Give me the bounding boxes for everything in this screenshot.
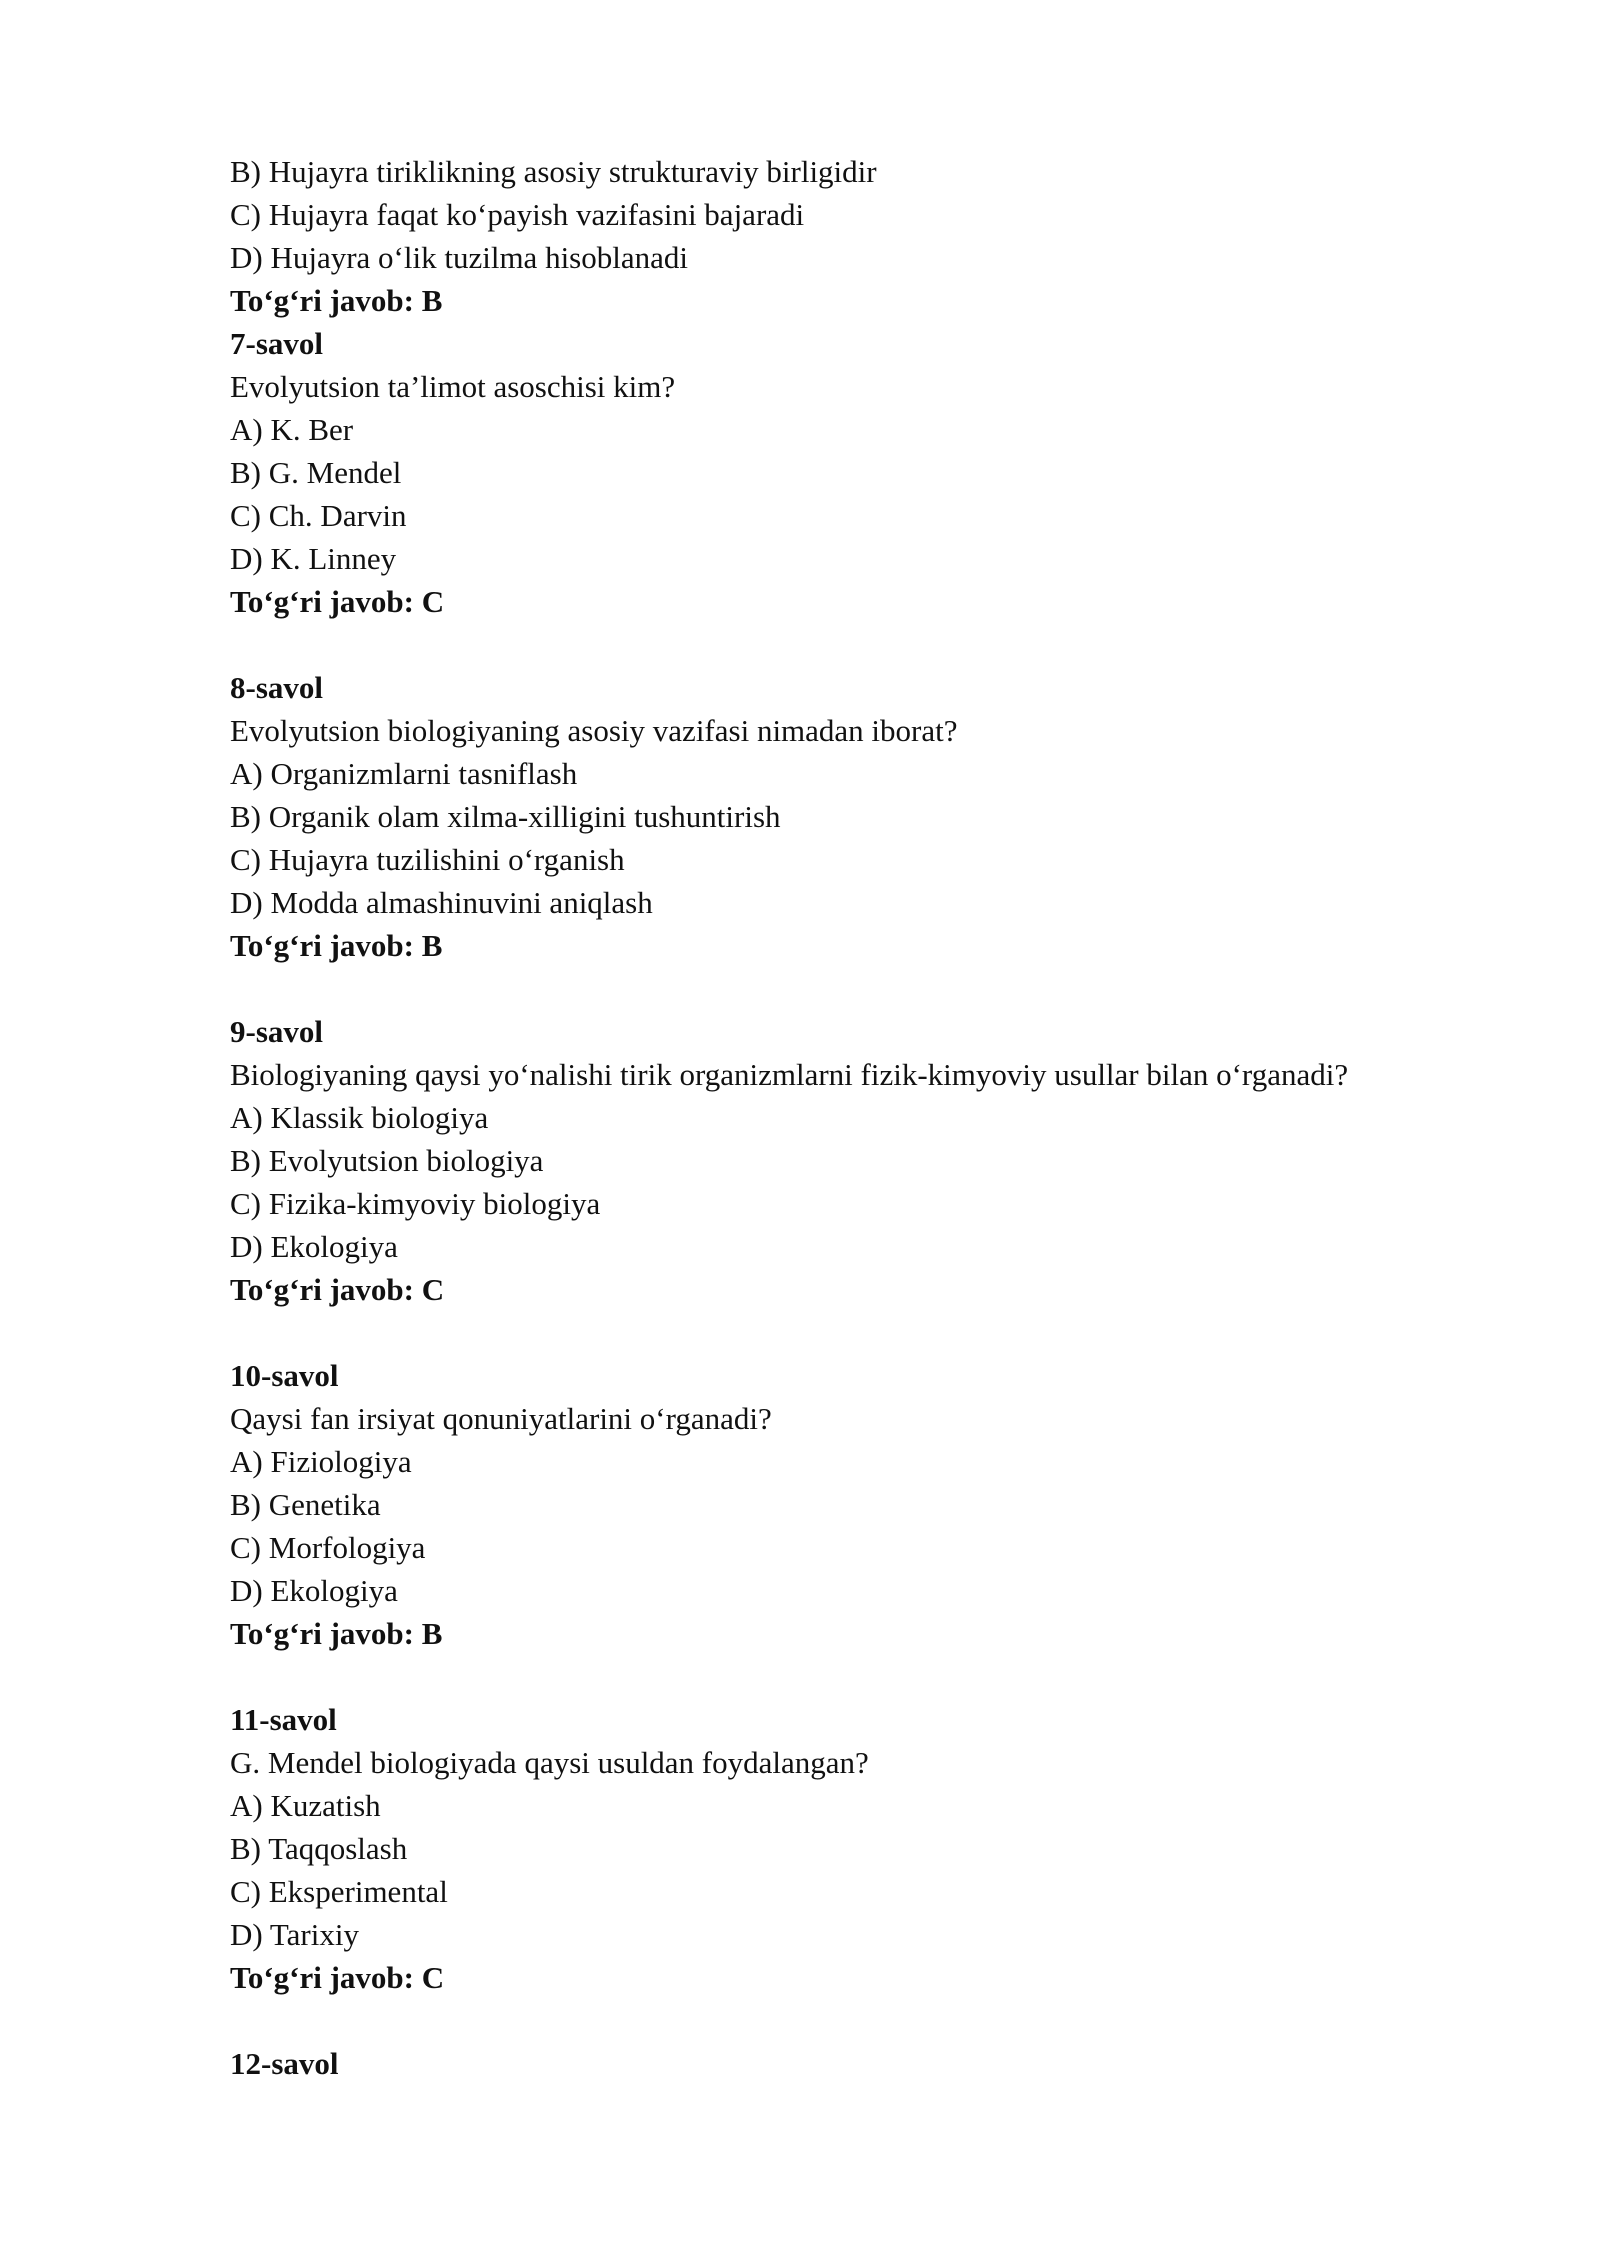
option-b: B) Taqqoslash [230, 1831, 408, 1866]
blank-line [230, 967, 1470, 1010]
blank-line [230, 623, 1470, 666]
option-b: B) Organik olam xilma-xilligini tushuntirish [230, 799, 781, 834]
blank-line [230, 1311, 1470, 1354]
question-heading: 7-savol [230, 326, 323, 361]
question-text: Evolyutsion biologiyaning asosiy vazifasi nimadan iborat? [230, 713, 958, 748]
correct-answer: To‘g‘ri javob: B [230, 1616, 443, 1651]
option-a: A) K. Ber [230, 412, 354, 447]
question-text: G. Mendel biologiyada qaysi usuldan foydalangan? [230, 1745, 869, 1780]
correct-answer: To‘g‘ri javob: B [230, 928, 443, 963]
option-d: D) K. Linney [230, 541, 397, 576]
question-text: Biologiyaning qaysi yo‘nalishi tirik organizmlarni fizik-kimyoviy usullar bilan o‘rganadi? [230, 1057, 1349, 1092]
blank-line [230, 1999, 1470, 2042]
option-c: C) Eksperimental [230, 1874, 448, 1909]
question-heading: 8-savol [230, 670, 323, 705]
question-9 [230, 1010, 1470, 1311]
correct-answer: To‘g‘ri javob: C [230, 1960, 445, 1995]
question-8 [230, 666, 1470, 967]
blank-line [230, 1655, 1470, 1698]
correct-answer: To‘g‘ri javob: B [230, 283, 443, 318]
option-a: A) Kuzatish [230, 1788, 381, 1823]
correct-answer: To‘g‘ri javob: C [230, 584, 445, 619]
option-d: D) Modda almashinuvini aniqlash [230, 885, 653, 920]
option-d: D) Ekologiya [230, 1229, 398, 1264]
option-c: C) Morfologiya [230, 1530, 426, 1565]
question-7 [230, 322, 1470, 623]
document-page [230, 150, 1470, 2085]
option-c: C) Hujayra tuzilishini o‘rganish [230, 842, 625, 877]
option-b: B) G. Mendel [230, 455, 402, 490]
option-c: C) Fizika-kimyoviy biologiya [230, 1186, 601, 1221]
option-a: A) Klassik biologiya [230, 1100, 489, 1135]
option-c: C) Ch. Darvin [230, 498, 407, 533]
question-6-tail [230, 150, 1470, 322]
correct-answer: To‘g‘ri javob: C [230, 1272, 445, 1307]
option-a: A) Fiziologiya [230, 1444, 412, 1479]
option-d: D) Ekologiya [230, 1573, 398, 1608]
option-b: B) Evolyutsion biologiya [230, 1143, 544, 1178]
option-d: D) Tarixiy [230, 1917, 359, 1952]
question-10 [230, 1354, 1470, 1655]
question-heading: 11-savol [230, 1702, 337, 1737]
option-b: B) Hujayra tiriklikning asosiy strukturaviy birligidir [230, 154, 877, 189]
question-text: Evolyutsion ta’limot asoschisi kim? [230, 369, 676, 404]
option-d: D) Hujayra o‘lik tuzilma hisoblanadi [230, 240, 688, 275]
option-a: A) Organizmlarni tasniflash [230, 756, 578, 791]
question-12-heading: 12-savol [230, 2046, 339, 2081]
question-text: Qaysi fan irsiyat qonuniyatlarini o‘rganadi? [230, 1401, 772, 1436]
option-b: B) Genetika [230, 1487, 381, 1522]
question-heading: 10-savol [230, 1358, 339, 1393]
question-11 [230, 1698, 1470, 1999]
question-heading: 9-savol [230, 1014, 323, 1049]
option-c: C) Hujayra faqat ko‘payish vazifasini bajaradi [230, 197, 805, 232]
